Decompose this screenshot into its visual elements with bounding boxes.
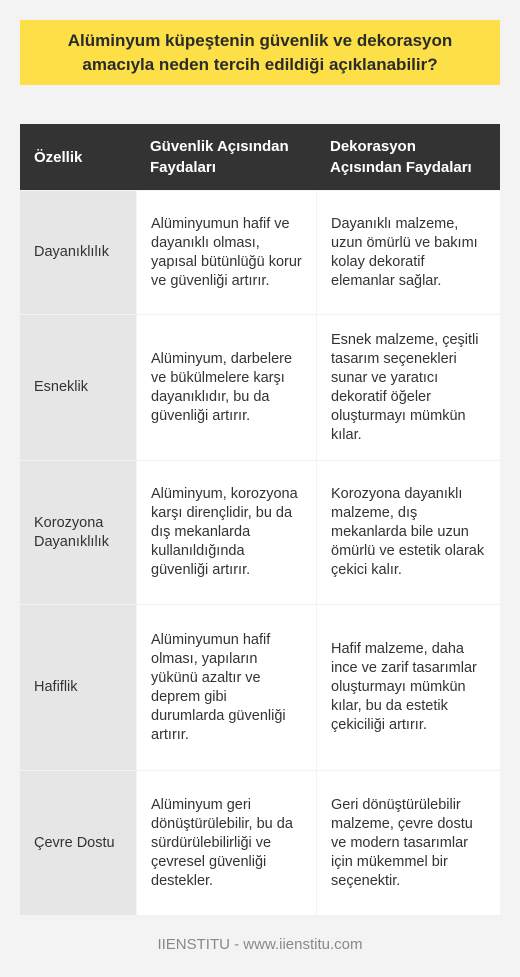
security-cell: Alüminyum, darbelere ve bükülmelere karşı dayanıklıdır, bu da güvenliği artırır. [136,314,316,460]
table-row [20,604,500,770]
decor-cell: Dayanıklı malzeme, uzun ömürlü ve bakımı kolay dekoratif elemanlar sağlar. [316,190,500,314]
decor-cell: Geri dönüştürülebilir malzeme, çevre dostu ve modern tasarımlar için mükemmel bir seçenektir. [316,770,500,915]
security-cell: Alüminyum geri dönüştürülebilir, bu da sürdürülebilirliği ve çevresel güvenliği destekler. [136,770,316,915]
security-cell: Alüminyum, korozyona karşı dirençlidir, bu da dış mekanlarda kullanıldığında güvenliği artırır. [136,460,316,604]
header-security: Güvenlik Açısından Faydaları [136,124,316,190]
feature-cell: Dayanıklılık [20,190,136,314]
security-cell: Alüminyumun hafif olması, yapıların yükünü azaltır ve deprem gibi durumlarda güvenliği artırır. [136,604,316,770]
feature-cell: Hafiflik [20,604,136,770]
feature-cell: Korozyona Dayanıklılık [20,460,136,604]
decor-cell: Korozyona dayanıklı malzeme, dış mekanlarda bile uzun ömürlü ve estetik olarak çekici kalır. [316,460,500,604]
table-row [20,770,500,915]
header-decor: Dekorasyon Açısından Faydaları [316,124,500,190]
feature-cell: Çevre Dostu [20,770,136,915]
comparison-table [20,124,500,915]
table-row [20,314,500,460]
page-title: Alüminyum küpeştenin güvenlik ve dekorasyon amacıyla neden tercih edildiği açıklanabilir? [20,20,500,85]
decor-cell: Esnek malzeme, çeşitli tasarım seçenekleri sunar ve yaratıcı dekoratif öğeler oluşturmayı mümkün kılar. [316,314,500,460]
security-cell: Alüminyumun hafif ve dayanıklı olması, yapısal bütünlüğü korur ve güvenliği artırır. [136,190,316,314]
table-row [20,460,500,604]
header-feature: Özellik [20,124,136,190]
table-header-row [20,124,500,190]
feature-cell: Esneklik [20,314,136,460]
footer-credit: IIENSTITU - www.iienstitu.com [157,936,363,953]
decor-cell: Hafif malzeme, daha ince ve zarif tasarımlar oluşturmayı mümkün kılar, bu da estetik çekiciliği artırır. [316,604,500,770]
table-row [20,190,500,314]
